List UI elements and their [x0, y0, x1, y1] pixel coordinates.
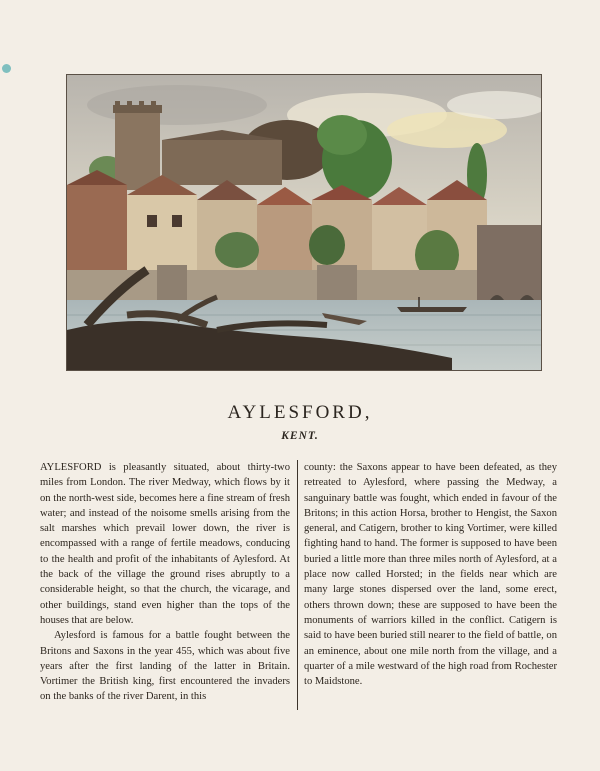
paragraph: Aylesford is famous for a battle fought between the Britons and Saxons in the year 455, which was about five years after the first landing of the latter in Britain. Vortimer the British king, first encountered the invaders on the banks of the river Darent, in this: [40, 630, 290, 703]
left-text-column: [40, 460, 290, 705]
page-title: AYLESFORD,: [227, 402, 373, 423]
church-nave: [162, 140, 282, 185]
aylesford-village-illustration: [67, 75, 541, 370]
engraving-plate: [67, 75, 541, 370]
county-subtitle: KENT.: [281, 430, 319, 442]
paragraph: county: the Saxons appear to have been defeated, as they retreated to Aylesford, where passing the Medway, a sanguinary battle was fought, which ended in favour of the Britons; in this action Horsa, brother to Hengist, the Saxon general, and Catigern, brother to king Vortimer, were killed fighting hand to hand. The former is supposed to have been buried a little more than three miles north of Aylesford, at a place now called Horsted; in the fields near which are many large stones dispersed over the land, some erect, others thrown down; these are supposed to have been the monuments of warriors killed in the conflict. Catigern is said to have been buried still nearer to the field of battle, on an eminence, about one mile north from the village, and a quarter of a mile westward of the high road from Rochester to Maidstone.: [304, 462, 557, 688]
paragraph: AYLESFORD is pleasantly situated, about thirty-two miles from London. The river Medway, which flows by it on the north-west side, becomes here a fine stream of fresh water; and instead of the noisome smells arising from the salt marshes which prevail lower down, the river is encompassed with a range of fertile meadows, conducing to the health and profit of the inhabitants of Aylesford. At the back of the village the ground rises abruptly to a considerable height, so that the church, the vicarage, and other buildings, stand even higher than the tops of the houses that are below.: [40, 462, 290, 626]
house: [257, 205, 312, 275]
house: [127, 195, 197, 275]
church-tower: [115, 110, 160, 190]
boat: [397, 307, 467, 312]
house: [67, 185, 127, 275]
right-text-column: [304, 460, 557, 689]
paper-mark: [2, 64, 11, 73]
column-divider: [297, 460, 298, 710]
